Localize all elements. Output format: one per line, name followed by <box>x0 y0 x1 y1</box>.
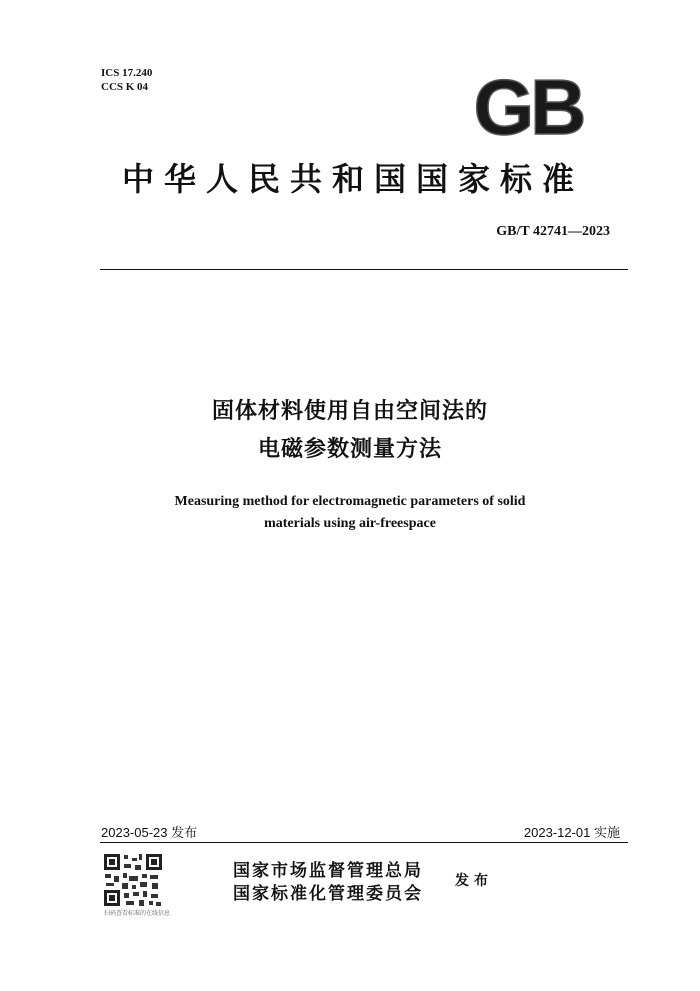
qr-caption: 扫码查看标准的在线信息 <box>104 910 171 917</box>
classification-codes <box>101 66 152 94</box>
title-cn-line1: 固体材料使用自由空间法的 <box>211 399 488 424</box>
ics-code: ICS 17.240 <box>101 67 153 79</box>
effective-date: 2023-12-01 实施 <box>523 825 620 840</box>
document-title-en <box>0 491 700 535</box>
issuing-authorities <box>233 860 423 906</box>
gb-logo-text: GB <box>473 74 583 142</box>
footer-divider <box>100 842 628 843</box>
document-title-cn <box>0 393 700 469</box>
title-en-line1: Measuring method for electromagnetic parameters of solid <box>174 494 526 509</box>
qr-code-icon[interactable] <box>102 852 164 908</box>
gb-logo <box>464 74 592 142</box>
title-cn-line2: 电磁参数测量方法 <box>257 437 442 462</box>
title-en-line2: materials using air-freespace <box>264 516 436 531</box>
issuer-samr: 国家市场监督管理总局 <box>233 861 423 881</box>
issue-label: 发布 <box>455 873 493 889</box>
issuer-sac: 国家标准化管理委员会 <box>233 884 423 904</box>
ccs-code: CCS K 04 <box>101 81 149 93</box>
publish-date: 2023-05-23 发布 <box>101 825 198 840</box>
standard-number: GB/T 42741—2023 <box>496 224 610 239</box>
header-divider <box>100 269 628 270</box>
standard-title: 中华人民共和国国家标准 <box>121 160 584 198</box>
